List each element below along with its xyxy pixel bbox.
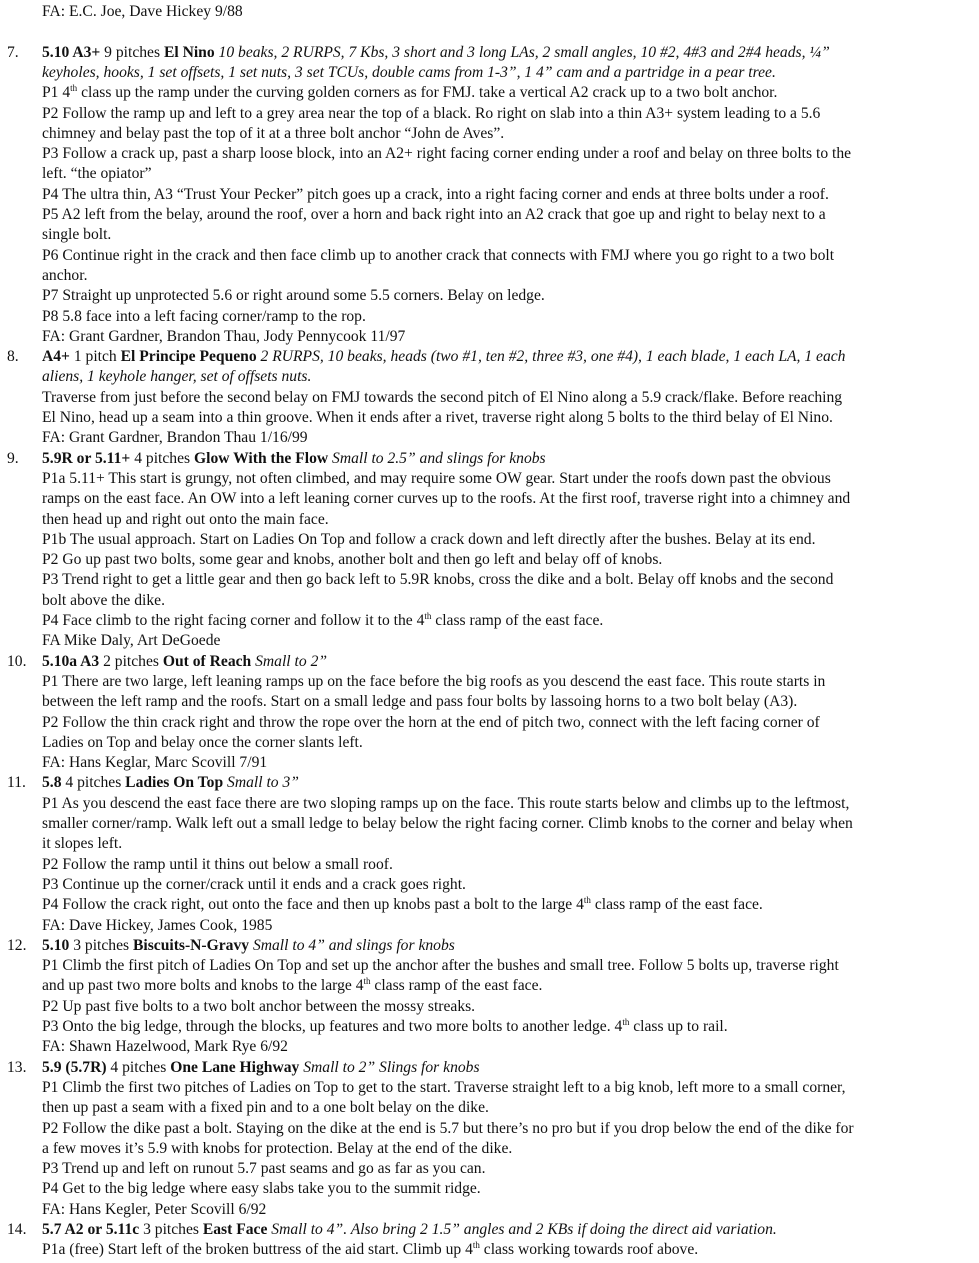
text-line [42,43,830,63]
ordinal-suffix: th [363,976,371,986]
text-line [42,469,831,489]
text-segment: P2 Follow the ramp up and left to a grey area near the top of a black. Ro right on slab into a thin A3+ system leading to a 5.6 [42,105,821,122]
text-segment: P2 Go up past two bolts, some gear and knobs, another bolt and then go left and belay off of knobs. [42,551,663,568]
text-segment: P1 Climb the first pitch of Ladies On Top and set up the anchor after the bushes and small tree. Follow 5 bolts up, traverse right [42,957,839,974]
route-number: 7. [7,44,19,61]
text-segment: P1 4 [42,84,71,101]
text-line [42,1058,480,1078]
route-number: 9. [7,450,19,467]
text-line [42,266,87,286]
text-line [42,489,850,509]
route-heading-text: 5.9 (5.7R) [42,1059,107,1076]
text-line [42,855,393,875]
text-segment: P4 The ultra thin, A3 “Trust Your Pecker” pitch goes up a crack, into a right facing corner and ends at three bolts under a roof. [42,186,829,203]
gear-list-text: aliens, 1 keyhole hanger, set of offsets nuts. [42,368,312,385]
text-segment: 1 pitch [69,348,121,365]
text-segment: FA: Hans Kegler, Peter Scovill 6/92 [42,1201,267,1218]
text-line [42,976,542,996]
text-line [42,2,243,22]
text-line [42,510,329,530]
text-segment: P7 Straight up unprotected 5.6 or right around some 5.5 corners. Belay on ledge. [42,287,545,304]
gear-list-text: Small to 4”. Also bring 2 1.5” angles and 2 KBs if doing the direct aid variation. [267,1221,777,1238]
gear-list-text: Small to 4” and slings for knobs [249,937,455,954]
text-line [42,916,272,936]
route-number: 14. [7,1221,27,1238]
text-line [42,1220,777,1240]
text-line [42,631,220,651]
text-line [42,1037,288,1057]
text-segment: 4 pitches [106,1059,171,1076]
text-line [42,205,826,225]
text-line [42,1098,489,1118]
text-segment: FA: Shawn Hazelwood, Mark Rye 6/92 [42,1038,288,1055]
text-segment: bolt above the dike. [42,592,165,609]
text-segment: P1b The usual approach. Start on Ladies On Top and follow a crack down and left directly after the bushes. Belay at its end. [42,531,816,548]
text-segment: it slopes left. [42,835,123,852]
text-segment: 9 pitches [100,44,164,61]
text-segment: class working towards roof above. [479,1241,699,1258]
text-line [42,875,466,895]
route-heading-text: East Face [202,1221,268,1238]
ordinal-suffix: th [70,83,78,93]
route-heading-text: 5.7 A2 or 5.11c [42,1221,140,1238]
text-segment: class ramp of the east face. [370,977,543,994]
text-line [42,449,546,469]
route-number: 10. [7,653,27,670]
text-segment: FA: Hans Keglar, Marc Scovill 7/91 [42,754,268,771]
text-line [42,327,405,347]
text-line [42,1240,698,1260]
text-segment: FA: Dave Hickey, James Cook, 1985 [42,917,273,934]
text-line [42,1119,854,1139]
text-segment: P3 Follow a crack up, past a sharp loose block, into an A2+ right facing corner ending under a roof and belay on three bolts to the [42,145,852,162]
text-segment: P4 Follow the crack right, out onto the face and then up knobs past a bolt to the large 4 [42,896,584,913]
route-heading-text: Ladies On Top [125,774,224,791]
text-segment: class ramp of the east face. [590,896,763,913]
text-line [42,570,833,590]
route-heading-text: 5.9R or 5.11+ [42,450,131,467]
route-number: 8. [7,348,19,365]
text-line [42,753,267,773]
ordinal-suffix: th [583,895,591,905]
text-segment: P3 Continue up the corner/crack until it ends and a crack goes right. [42,876,466,893]
text-segment: a few moves it’s 5.9 with knobs for protection. Belay at the end of the dike. [42,1140,513,1157]
text-line [42,428,308,448]
route-heading-text: El Principe Pequeno [120,348,257,365]
route-heading-text: 5.10 [42,937,70,954]
route-heading-text: Out of Reach [162,653,252,670]
text-segment: left. “the opiator” [42,165,152,182]
text-line [42,1078,846,1098]
text-segment: class up the ramp under the curving golden corners as for FMJ. take a vertical A2 crack up to a two bolt anchor. [77,84,778,101]
text-line [42,611,603,631]
text-segment: class up to rail. [629,1018,728,1035]
text-line [42,956,839,976]
text-line [42,692,797,712]
text-line [42,185,829,205]
text-line [42,794,849,814]
text-line [42,773,299,793]
text-segment: P3 Trend up and left on runout 5.7 past seams and go as far as you can. [42,1160,486,1177]
text-segment: P5 A2 left from the belay, around the roof, over a horn and back right into an A2 crack that goe up and right to belay next to a [42,206,826,223]
text-line [42,1139,512,1159]
text-line [42,530,815,550]
ordinal-suffix: th [622,1017,630,1027]
text-line [42,1179,481,1199]
route-heading-text: Biscuits-N-Gravy [132,937,250,954]
text-segment: and up past two more bolts and knobs to the large 4 [42,977,364,994]
gear-list-text: 10 beaks, 2 RURPS, 7 Kbs, 3 short and 3 long LAs, 2 small angles, 10 #2, 4#3 and 2#4 heads, ¼” [214,44,830,61]
route-heading-text: El Nino [163,44,215,61]
text-line [42,550,662,570]
text-line [42,307,366,327]
text-line [42,347,845,367]
route-heading-text: 5.10 A3+ [42,44,101,61]
text-line [42,144,851,164]
text-line [42,286,545,306]
text-segment: P1 Climb the first two pitches of Ladies on Top to get to the start. Traverse straight left to a big knob, left more to a small corner, [42,1079,846,1096]
text-segment: smaller corner/ramp. Walk left out a small ledge to belay below the right facing corner. Climb knobs to the corner and belay when [42,815,853,832]
gear-list-text: Small to 2.5” and slings for knobs [328,450,546,467]
text-segment: Ladies on Top and belay once the corner slants left. [42,734,363,751]
text-line [42,367,311,387]
ordinal-suffix: th [472,1240,480,1250]
text-segment: P4 Face climb to the right facing corner and follow it to the 4 [42,612,425,629]
text-line [42,591,165,611]
text-line [42,997,475,1017]
text-line [42,1017,728,1037]
text-segment: P3 Onto the big ledge, through the blocks, up features and two more bolts to another ledge. 4 [42,1018,623,1035]
text-segment: class ramp of the east face. [431,612,604,629]
text-segment: P3 Trend right to get a little gear and then go back left to 5.9R knobs, cross the dike and a bolt. Belay off knobs and the second [42,571,834,588]
text-line [42,63,776,83]
text-segment: P2 Follow the ramp until it thins out below a small roof. [42,856,393,873]
text-segment: P4 Get to the big ledge where easy slabs take you to the summit ridge. [42,1180,481,1197]
text-segment: between the left ramp and the roofs. Start on a small ledge and pass four bolts by lassoing horns to a two bolt belay (A3). [42,693,798,710]
text-segment: 2 pitches [99,653,163,670]
gear-list-text: Small to 3” [223,774,299,791]
text-line [42,1159,486,1179]
text-segment: 4 pitches [61,774,126,791]
text-segment: chimney and belay past the top of it at a three bolt anchor “John de Aves”. [42,125,505,142]
text-line [42,246,834,266]
text-segment: P1a (free) Start left of the broken buttress of the aid start. Climb up 4 [42,1241,473,1258]
text-line [42,408,833,428]
text-segment: single bolt. [42,226,112,243]
route-number: 12. [7,937,27,954]
text-segment: then head up and right out onto the main face. [42,511,329,528]
route-heading-text: 5.8 [42,774,62,791]
text-line [42,895,763,915]
gear-list-text: Small to 2” Slings for knobs [299,1059,480,1076]
text-segment: 3 pitches [69,937,133,954]
text-line [42,124,504,144]
route-heading-text: One Lane Highway [170,1059,300,1076]
text-segment: P2 Up past five bolts to a two bolt anchor between the mossy streaks. [42,998,476,1015]
text-line [42,388,842,408]
text-segment: then up past a seam with a fixed pin and to a one bolt belay on the dike. [42,1099,489,1116]
text-segment: P8 5.8 face into a left facing corner/ramp to the rop. [42,308,366,325]
text-line [42,672,825,692]
text-segment: FA: E.C. Joe, Dave Hickey 9/88 [42,3,243,20]
text-line [42,733,363,753]
text-segment: P2 Follow the thin crack right and throw the rope over the horn at the end of pitch two, connect with the left facing corner of [42,714,820,731]
text-segment: 3 pitches [139,1221,203,1238]
text-segment: P1 As you descend the east face there are two sloping ramps up on the face. This route starts below and climbs up to the leftmost, [42,795,850,812]
text-segment: ramps on the east face. An OW into a left leaning corner curves up to the roofs. At the first roof, traverse right into a chimney and [42,490,851,507]
text-segment: P1 There are two large, left leaning ramps up on the face before the big roofs as you descend the east face. This route starts in [42,673,826,690]
text-line [42,164,152,184]
text-segment: P6 Continue right in the crack and then face climb up to another crack that connects with FMJ where you go right to a two bolt [42,247,835,264]
text-segment: Traverse from just before the second belay on FMJ towards the second pitch of El Nino along a 5.9 crack/flake. Before reaching [42,389,843,406]
text-segment: FA: Grant Gardner, Brandon Thau, Jody Pennycook 11/97 [42,328,406,345]
route-number: 13. [7,1059,27,1076]
gear-list-text: keyholes, hooks, 1 set offsets, 1 set nuts, 3 set TCUs, double cams from 1-3”, 1 4” cam and a partridge in a pear tree. [42,64,776,81]
text-segment: El Nino, head up a seam into a thin groove. When it ends after a rivet, traverse right along 5 bolts to the third belay of El Nino. [42,409,833,426]
route-heading-text: Glow With the Flow [193,450,329,467]
text-line [42,936,455,956]
text-line [42,652,327,672]
text-line [42,225,111,245]
text-segment: P2 Follow the dike past a bolt. Staying on the dike at the end is 5.7 but there’s no pro but if you drop below the end of the dike for [42,1120,854,1137]
text-line [42,104,820,124]
text-line [42,713,820,733]
ordinal-suffix: th [424,611,432,621]
route-heading-text: A4+ [42,348,70,365]
route-heading-text: 5.10a A3 [42,653,100,670]
gear-list-text: 2 RURPS, 10 beaks, heads (two #1, ten #2, three #3, one #4), 1 each blade, 1 each LA, 1 each [256,348,846,365]
text-line [42,834,122,854]
gear-list-text: Small to 2” [251,653,328,670]
text-segment: FA Mike Daly, Art DeGoede [42,632,221,649]
text-segment: FA: Grant Gardner, Brandon Thau 1/16/99 [42,429,308,446]
text-line [42,1200,266,1220]
text-segment: 4 pitches [130,450,194,467]
route-number: 11. [7,774,26,791]
text-segment: anchor. [42,267,88,284]
text-segment: P1a 5.11+ This start is grungy, not often climbed, and may require some OW gear. Start under the roofs down past the obvious [42,470,831,487]
text-line [42,814,853,834]
text-line [42,83,777,103]
